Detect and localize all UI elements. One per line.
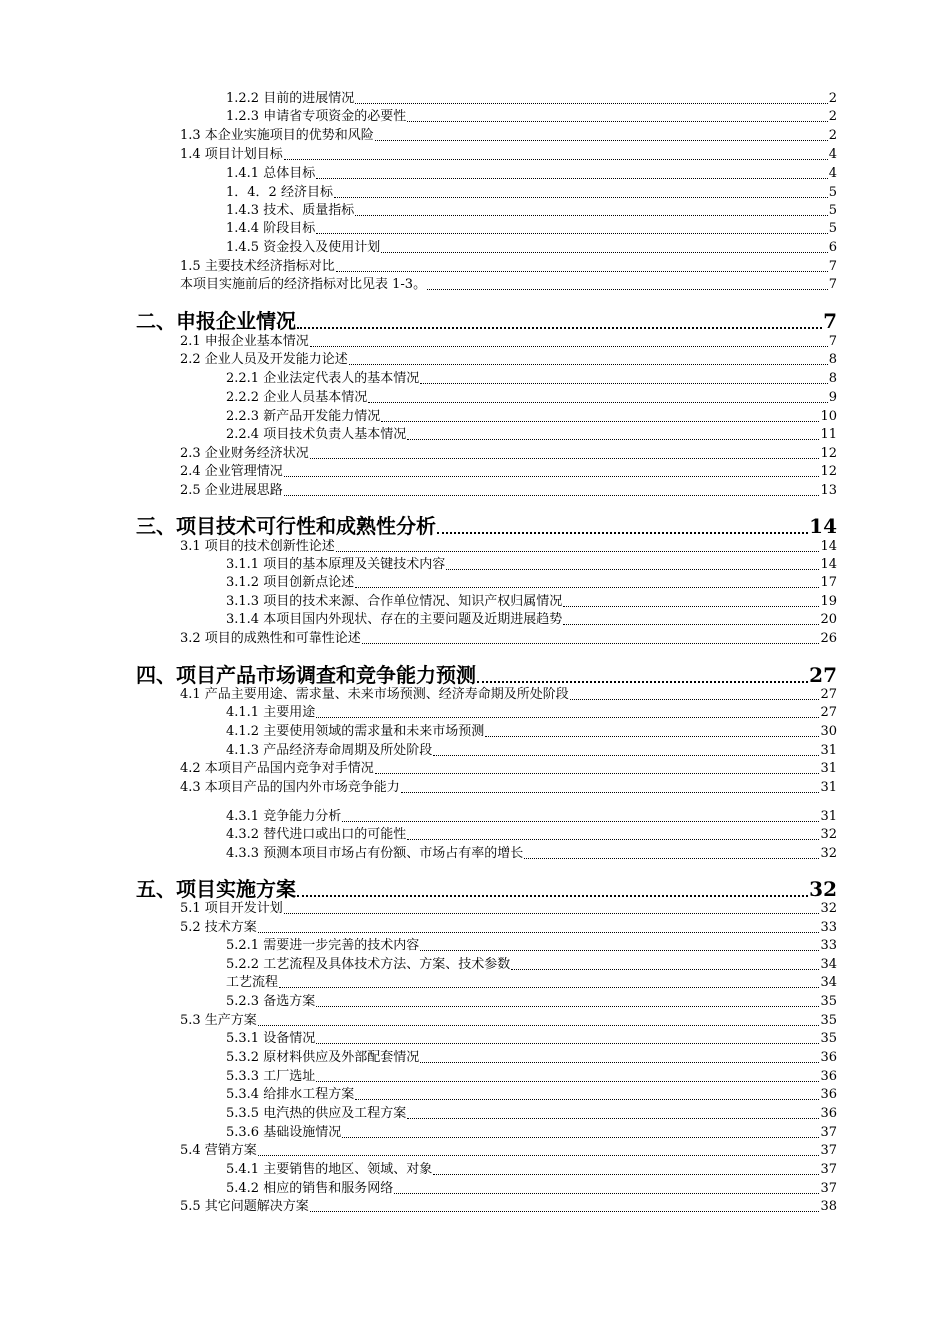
toc-entry-title: 5.3.4 给排水工程方案 <box>226 1087 355 1102</box>
toc-page-number: 30 <box>820 724 837 739</box>
toc-dot-leader <box>394 1192 819 1194</box>
toc-dot-leader <box>524 857 819 859</box>
toc-dot-leader <box>433 754 819 756</box>
toc-dot-leader <box>407 838 819 840</box>
toc-page-number: 7 <box>828 259 837 274</box>
toc-entry-title: 1.4.4 阶段目标 <box>226 221 316 236</box>
toc-dot-leader <box>477 680 808 683</box>
toc-dot-leader <box>368 401 828 403</box>
toc-entry-title: 3.1.4 本项目国内外现状、存在的主要问题及近期进展趋势 <box>226 612 563 627</box>
toc-dot-leader <box>336 550 820 552</box>
toc-entry-title: 4.1 产品主要用途、需求量、未来市场预测、经济寿命期及所处阶段 <box>180 687 569 702</box>
toc-entry-title: 5.2.3 备选方案 <box>226 994 316 1009</box>
toc-entry[interactable] <box>180 258 837 276</box>
toc-dot-leader <box>316 1005 819 1007</box>
toc-page-number: 7 <box>828 277 837 292</box>
toc-entry[interactable] <box>180 1198 837 1216</box>
toc-entry-title: 5.3.6 基础设施情况 <box>226 1125 342 1140</box>
toc-dot-leader <box>284 912 820 914</box>
toc-page-number: 37 <box>820 1162 837 1177</box>
toc-chapter-entry[interactable] <box>136 662 837 688</box>
toc-dot-leader <box>297 326 822 329</box>
toc-page-number: 4 <box>828 166 837 181</box>
toc-entry[interactable] <box>226 611 837 629</box>
toc-page-number: 8 <box>828 371 837 386</box>
toc-dot-leader <box>563 605 819 607</box>
toc-dot-leader <box>375 139 828 141</box>
toc-page-number: 35 <box>820 1013 837 1028</box>
toc-entry[interactable] <box>226 1030 837 1048</box>
toc-dot-leader <box>316 716 819 718</box>
toc-entry[interactable] <box>226 993 837 1011</box>
toc-entry[interactable] <box>226 742 837 760</box>
toc-entry-title: 5.4 营销方案 <box>180 1143 257 1158</box>
toc-entry-title: 本项目实施前后的经济指标对比见表 1-3。 <box>180 277 427 292</box>
toc-page-number: 7 <box>828 334 837 349</box>
toc-dot-leader <box>334 196 828 198</box>
toc-dot-leader <box>310 1210 820 1212</box>
toc-dot-leader <box>310 457 820 459</box>
toc-entry[interactable] <box>180 146 837 164</box>
toc-entry-title: 工艺流程 <box>226 975 279 990</box>
toc-entry-title: 5.3.3 工厂选址 <box>226 1069 316 1084</box>
toc-entry-title: 4.2 本项目产品国内竞争对手情况 <box>180 761 374 776</box>
toc-page-number: 9 <box>828 390 837 405</box>
toc-page-number: 14 <box>809 514 837 538</box>
toc-page-number: 32 <box>820 827 837 842</box>
toc-entry[interactable] <box>226 956 837 974</box>
toc-entry-title: 4.3.3 预测本项目市场占有份额、市场占有率的增长 <box>226 846 524 861</box>
toc-entry[interactable] <box>226 408 837 426</box>
toc-entry-title: 1.4.5 资金投入及使用计划 <box>226 240 381 255</box>
toc-entry-title: 3.1.3 项目的技术来源、合作单位情况、知识产权归属情况 <box>226 594 563 609</box>
toc-entry[interactable] <box>226 704 837 722</box>
toc-page-number: 5 <box>828 203 837 218</box>
toc-entry[interactable] <box>226 1180 837 1198</box>
toc-entry[interactable] <box>226 426 837 444</box>
toc-entry[interactable] <box>180 1142 837 1160</box>
toc-chapter-entry[interactable] <box>136 876 837 902</box>
toc-entry[interactable] <box>180 779 837 797</box>
toc-page-number: 35 <box>820 1031 837 1046</box>
toc-entry-title: 二、申报企业情况 <box>136 309 296 333</box>
toc-entry-title: 1.4.3 技术、质量指标 <box>226 203 355 218</box>
toc-entry-title: 2.2.4 项目技术负责人基本情况 <box>226 427 407 442</box>
toc-dot-leader <box>433 1173 819 1175</box>
toc-entry-title: 2.3 企业财务经济状况 <box>180 446 309 461</box>
toc-dot-leader <box>437 531 808 534</box>
toc-page-number: 32 <box>820 846 837 861</box>
toc-dot-leader <box>279 986 819 988</box>
toc-dot-leader <box>407 1117 819 1119</box>
toc-page-number: 7 <box>823 309 837 333</box>
toc-entry[interactable] <box>180 630 837 648</box>
toc-entry[interactable] <box>226 1049 837 1067</box>
toc-dot-leader <box>355 214 828 216</box>
toc-page-number: 35 <box>820 994 837 1009</box>
toc-dot-leader <box>316 232 828 234</box>
toc-dot-leader <box>349 363 828 365</box>
toc-entry-title: 5.2.2 工艺流程及具体技术方法、方案、技术参数 <box>226 957 511 972</box>
toc-entry[interactable] <box>226 1086 837 1104</box>
toc-entry[interactable] <box>226 556 837 574</box>
toc-dot-leader <box>342 820 819 822</box>
toc-entry[interactable] <box>226 574 837 592</box>
toc-entry-title: 4.1.2 主要使用领域的需求量和未来市场预测 <box>226 724 485 739</box>
toc-entry-title: 3.1 项目的技术创新性论述 <box>180 539 335 554</box>
toc-dot-leader <box>258 1024 820 1026</box>
toc-page-number: 12 <box>820 464 837 479</box>
toc-page-number: 4 <box>828 147 837 162</box>
toc-entry-title: 3.2 项目的成熟性和可靠性论述 <box>180 631 361 646</box>
toc-entry-title: 2.5 企业进展思路 <box>180 483 283 498</box>
toc-entry[interactable] <box>180 1012 837 1030</box>
toc-entry-title: 2.2.3 新产品开发能力情况 <box>226 409 381 424</box>
toc-page-number: 36 <box>820 1050 837 1065</box>
toc-dot-leader <box>485 735 819 737</box>
toc-entry-title: 1.2.3 申请省专项资金的必要性 <box>226 109 407 124</box>
toc-entry[interactable] <box>180 276 837 294</box>
toc-dot-leader <box>375 772 820 774</box>
toc-entry[interactable] <box>180 686 837 704</box>
toc-entry[interactable] <box>226 202 837 220</box>
toc-page-number: 37 <box>820 1143 837 1158</box>
toc-dot-leader <box>407 120 828 122</box>
toc-page-number: 36 <box>820 1069 837 1084</box>
toc-entry[interactable] <box>226 974 837 992</box>
toc-page-number: 11 <box>820 427 837 442</box>
toc-page-number: 26 <box>820 631 837 646</box>
toc-entry[interactable] <box>180 900 837 918</box>
toc-entry-title: 5.3.2 原材料供应及外部配套情况 <box>226 1050 420 1065</box>
toc-dot-leader <box>401 791 820 793</box>
toc-page-number: 32 <box>809 877 837 901</box>
toc-entry[interactable] <box>180 919 837 937</box>
toc-dot-leader <box>258 931 820 933</box>
toc-dot-leader <box>355 1098 819 1100</box>
toc-entry[interactable] <box>180 127 837 145</box>
toc-entry-title: 1.2.2 目前的进展情况 <box>226 91 355 106</box>
toc-page-number: 6 <box>828 240 837 255</box>
toc-dot-leader <box>381 251 828 253</box>
toc-dot-leader <box>342 1136 819 1138</box>
toc-page-number: 31 <box>820 761 837 776</box>
toc-entry-title: 3.1.2 项目创新点论述 <box>226 575 355 590</box>
toc-chapter-entry[interactable] <box>136 308 837 334</box>
toc-entry[interactable] <box>180 538 837 556</box>
toc-entry[interactable] <box>180 482 837 500</box>
toc-dot-leader <box>258 1154 820 1156</box>
toc-page-number: 36 <box>820 1106 837 1121</box>
toc-entry-title: 4.1.1 主要用途 <box>226 705 316 720</box>
toc-entry[interactable] <box>226 1068 837 1086</box>
toc-dot-leader <box>427 288 828 290</box>
toc-page-number: 31 <box>820 809 837 824</box>
toc-dot-leader <box>316 1042 819 1044</box>
toc-entry[interactable] <box>180 351 837 369</box>
toc-entry[interactable] <box>226 593 837 611</box>
toc-entry-title: 4.3.2 替代进口或出口的可能性 <box>226 827 407 842</box>
toc-dot-leader <box>355 102 828 104</box>
toc-entry-title: 5.5 其它问题解决方案 <box>180 1199 309 1214</box>
toc-entry-title: 1．4．2 经济目标 <box>226 185 333 200</box>
toc-page-number: 36 <box>820 1087 837 1102</box>
toc-dot-leader <box>362 642 820 644</box>
toc-page-number: 37 <box>820 1125 837 1140</box>
toc-entry[interactable] <box>226 937 837 955</box>
toc-entry-title: 1.4.1 总体目标 <box>226 166 316 181</box>
toc-entry[interactable] <box>226 1161 837 1179</box>
toc-page-number: 37 <box>820 1181 837 1196</box>
toc-entry[interactable] <box>226 165 837 183</box>
toc-page-number: 2 <box>828 109 837 124</box>
toc-entry-title: 2.2.1 企业法定代表人的基本情况 <box>226 371 420 386</box>
toc-entry-title: 4.3 本项目产品的国内外市场竞争能力 <box>180 780 400 795</box>
toc-dot-leader <box>316 177 828 179</box>
toc-page-number: 32 <box>820 901 837 916</box>
toc-page-number: 2 <box>828 128 837 143</box>
toc-entry-title: 1.3 本企业实施项目的优势和风险 <box>180 128 374 143</box>
toc-dot-leader <box>316 1080 819 1082</box>
toc-entry-title: 4.3.1 竞争能力分析 <box>226 809 342 824</box>
toc-dot-leader <box>381 420 819 422</box>
toc-entry-title: 5.3 生产方案 <box>180 1013 257 1028</box>
toc-entry-title: 2.1 申报企业基本情况 <box>180 334 309 349</box>
toc-chapter-entry[interactable] <box>136 513 837 539</box>
toc-dot-leader <box>420 1061 819 1063</box>
toc-page-number: 34 <box>820 975 837 990</box>
toc-entry[interactable] <box>226 239 837 257</box>
toc-dot-leader <box>446 568 819 570</box>
toc-entry-title: 2.2 企业人员及开发能力论述 <box>180 352 348 367</box>
toc-dot-leader <box>355 586 819 588</box>
toc-entry[interactable] <box>180 463 837 481</box>
toc-entry[interactable] <box>226 1124 837 1142</box>
toc-entry[interactable] <box>226 108 837 126</box>
toc-entry[interactable] <box>226 389 837 407</box>
toc-entry[interactable] <box>180 445 837 463</box>
toc-page-number: 33 <box>820 938 837 953</box>
toc-entry[interactable] <box>180 333 837 351</box>
toc-page-number: 27 <box>820 705 837 720</box>
toc-page-number: 5 <box>828 221 837 236</box>
toc-entry-title: 3.1.1 项目的基本原理及关键技术内容 <box>226 557 446 572</box>
toc-entry[interactable] <box>226 1105 837 1123</box>
toc-entry[interactable] <box>226 220 837 238</box>
toc-page-number: 27 <box>820 687 837 702</box>
toc-page-number: 38 <box>820 1199 837 1214</box>
toc-page-number: 8 <box>828 352 837 367</box>
toc-page-number: 17 <box>820 575 837 590</box>
toc-entry-title: 5.4.2 相应的销售和服务网络 <box>226 1181 394 1196</box>
toc-entry-title: 五、项目实施方案 <box>136 877 296 901</box>
toc-entry[interactable] <box>226 370 837 388</box>
toc-entry[interactable] <box>226 184 837 202</box>
toc-dot-leader <box>420 949 819 951</box>
toc-dot-leader <box>511 968 819 970</box>
toc-entry-title: 5.2.1 需要进一步完善的技术内容 <box>226 938 420 953</box>
toc-dot-leader <box>420 382 828 384</box>
toc-page-number: 20 <box>820 612 837 627</box>
toc-dot-leader <box>336 270 828 272</box>
toc-page-number: 19 <box>820 594 837 609</box>
toc-entry[interactable] <box>226 845 837 863</box>
toc-entry-title: 四、项目产品市场调查和竞争能力预测 <box>136 663 476 687</box>
toc-entry-title: 1.4 项目计划目标 <box>180 147 283 162</box>
toc-page-number: 27 <box>809 663 837 687</box>
toc-page-number: 10 <box>820 409 837 424</box>
toc-entry-title: 5.3.1 设备情况 <box>226 1031 316 1046</box>
toc-entry-title: 5.4.1 主要销售的地区、领域、对象 <box>226 1162 433 1177</box>
toc-entry-title: 5.1 项目开发计划 <box>180 901 283 916</box>
toc-dot-leader <box>570 698 820 700</box>
toc-entry-title: 5.2 技术方案 <box>180 920 257 935</box>
toc-page-number: 2 <box>828 91 837 106</box>
toc-page-number: 14 <box>820 539 837 554</box>
toc-dot-leader <box>297 894 808 897</box>
toc-entry[interactable] <box>226 808 837 826</box>
toc-dot-leader <box>310 345 828 347</box>
toc-entry-title: 1.5 主要技术经济指标对比 <box>180 259 335 274</box>
toc-entry[interactable] <box>226 90 837 108</box>
toc-dot-leader <box>284 158 828 160</box>
toc-entry[interactable] <box>226 723 837 741</box>
toc-page-number: 12 <box>820 446 837 461</box>
toc-dot-leader <box>563 623 819 625</box>
toc-page-number: 5 <box>828 185 837 200</box>
toc-entry-title: 2.2.2 企业人员基本情况 <box>226 390 368 405</box>
toc-entry-title: 5.3.5 电汽热的供应及工程方案 <box>226 1106 407 1121</box>
toc-dot-leader <box>407 438 819 440</box>
toc-page-number: 34 <box>820 957 837 972</box>
toc-entry-title: 4.1.3 产品经济寿命周期及所处阶段 <box>226 743 433 758</box>
toc-entry[interactable] <box>226 826 837 844</box>
toc-entry-title: 2.4 企业管理情况 <box>180 464 283 479</box>
toc-dot-leader <box>284 494 820 496</box>
toc-entry[interactable] <box>180 760 837 778</box>
toc-page-number: 14 <box>820 557 837 572</box>
toc-page-number: 13 <box>820 483 837 498</box>
toc-page-number: 31 <box>820 780 837 795</box>
toc-entry-title: 三、项目技术可行性和成熟性分析 <box>136 514 436 538</box>
toc-page-number: 31 <box>820 743 837 758</box>
toc-page-number: 33 <box>820 920 837 935</box>
toc-dot-leader <box>284 475 820 477</box>
